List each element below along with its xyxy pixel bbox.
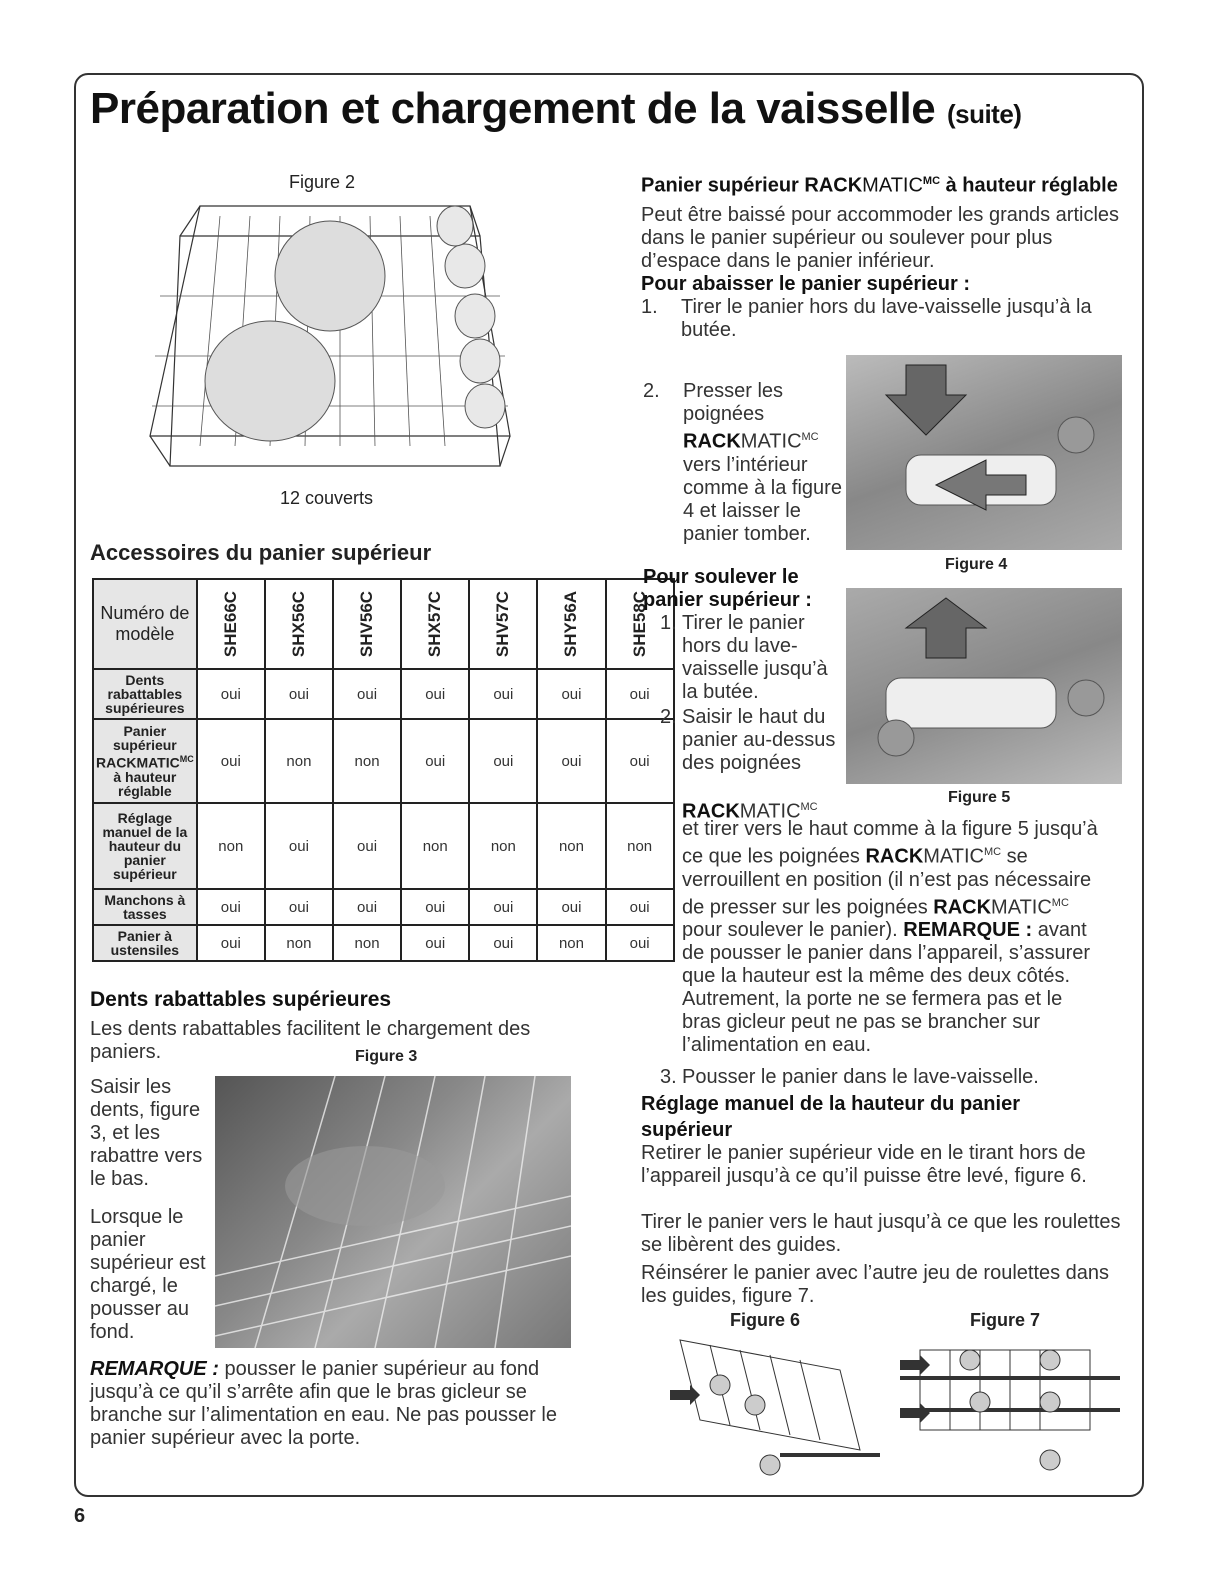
figure-2-label: Figure 2 xyxy=(289,172,356,192)
table-cell: non xyxy=(333,719,401,803)
figure-5-photo xyxy=(846,588,1122,784)
manual-step-3: Réinsérer le panier avec l’autre jeu de roulettes dans les guides, figure 7. xyxy=(641,1262,1110,1307)
table-cell: oui xyxy=(197,889,265,925)
dents-note xyxy=(90,1358,570,1450)
dents-step-1: Saisir les dents, figure 3, et les rabattre vers le bas. xyxy=(90,1076,203,1190)
table-cell: non xyxy=(469,803,537,889)
table-cell: non xyxy=(401,803,469,889)
table-cell: oui xyxy=(333,669,401,719)
table-row xyxy=(93,719,674,803)
manual-step-2: Tirer le panier vers le haut jusqu’à ce que les roulettes se libèrent des guides. xyxy=(641,1211,1121,1256)
manual-heading: Réglage manuel de la hauteur du panier supérieur xyxy=(641,1093,1020,1141)
row-label: Dents rabattables supérieures xyxy=(93,669,197,719)
table-cell: non xyxy=(537,803,605,889)
table-row xyxy=(93,669,674,719)
row-label: Réglage manuel de la hauteur du panier supérieur xyxy=(93,803,197,889)
model-header: SHE58C xyxy=(606,579,674,669)
model-header: SHV57C xyxy=(469,579,537,669)
dents-step-2: Lorsque le panier supérieur est chargé, le pousser au fond. xyxy=(90,1206,206,1343)
table-row xyxy=(93,803,674,889)
lower-step-1: 1. Tirer le panier hors du lave-vaisselle jusqu’à la butée. xyxy=(641,295,1092,341)
rackmatic-heading: Panier supérieur $RACKMATIC^{MC}$ à hauteur réglable xyxy=(641,174,1118,197)
figure-5-label: Figure 5 xyxy=(948,789,1011,806)
lower-step-2: 2. Presser les poignées $RACKMATIC^{MC}$ vers l’intérieur comme à la figure 4 et laisser le panier tomber. xyxy=(643,380,842,545)
page-number: 6 xyxy=(74,1505,86,1527)
model-header: SHX57C xyxy=(401,579,469,669)
accessories-heading: Accessoires du panier supérieur xyxy=(90,540,432,565)
figure-4-label: Figure 4 xyxy=(945,556,1008,573)
table-cell: oui xyxy=(606,719,674,803)
table-cell: oui xyxy=(537,669,605,719)
table-cell: non xyxy=(606,803,674,889)
table-cell: oui xyxy=(469,925,537,961)
table-cell: oui xyxy=(401,889,469,925)
table-cell: oui xyxy=(606,669,674,719)
table-cell: oui xyxy=(197,719,265,803)
figure-6-label: Figure 6 xyxy=(730,1310,801,1330)
note-label: REMARQUE : xyxy=(90,1358,219,1380)
raise-step-2-body: et tirer vers le haut comme à la figure 5 jusqu’à ce que les poignées $RACKMATIC^{MC}$ se verrouillent en position (il n’est pas nécessaire de presser sur les poignées $RACKMATIC^{MC}$ pour soulever le panier). REMARQUE : avant de pousser le panier dans l’appareil, s’assurer que la hauteur est la même des deux côtés. Autrement, la porte ne se fermera pas et le bras gicleur peut ne pas se brancher sur l’alimentation en eau. xyxy=(682,818,1098,1057)
table-cell: oui xyxy=(265,669,333,719)
figure-6-illustration xyxy=(660,1330,880,1480)
table-cell: oui xyxy=(537,889,605,925)
figure-3-photo xyxy=(215,1076,571,1348)
raise-step-2-rackmatic: $RACKMATIC^{MC}$ xyxy=(682,800,818,823)
table-cell: oui xyxy=(401,669,469,719)
table-row xyxy=(93,925,674,961)
table-cell: oui xyxy=(401,925,469,961)
raise-step-3: 3. Pousser le panier dans le lave-vaisselle. xyxy=(660,1066,1039,1088)
lower-heading: Pour abaisser le panier supérieur : xyxy=(641,272,971,295)
model-header: SHY56A xyxy=(537,579,605,669)
table-row xyxy=(93,889,674,925)
raise-step-2-start: 2. Saisir le haut du panier au-dessus des poignées xyxy=(660,706,836,774)
figure-7-illustration xyxy=(900,1330,1120,1480)
accessories-table xyxy=(92,578,675,962)
dents-intro: Les dents rabattables facilitent le chargement des paniers. xyxy=(90,1018,531,1063)
table-header-row xyxy=(93,579,674,669)
table-cell: oui xyxy=(606,889,674,925)
table-cell: oui xyxy=(197,925,265,961)
table-cell: oui xyxy=(265,889,333,925)
row-label: Panier supérieur $RACKMATIC^{MC}$ à hauteur réglable xyxy=(93,719,197,803)
raise-heading: Pour soulever le panier supérieur : xyxy=(643,566,812,611)
row-label: Manchons à tasses xyxy=(93,889,197,925)
model-header: SHV56C xyxy=(333,579,401,669)
right-column xyxy=(641,170,1121,342)
table-cell: non xyxy=(333,925,401,961)
figure-4-photo xyxy=(846,355,1122,550)
model-header: SHX56C xyxy=(265,579,333,669)
table-cell: non xyxy=(537,925,605,961)
raise-step-1: 1. Tirer le panier hors du lave-vaisselle jusqu’à la butée. xyxy=(660,612,828,703)
table-cell: oui xyxy=(469,669,537,719)
table-cell: oui xyxy=(401,719,469,803)
upper-rack-illustration xyxy=(140,196,520,486)
table-cell: oui xyxy=(333,803,401,889)
page-title: Préparation et chargement de la vaisselle (suite) xyxy=(90,84,1022,133)
dents-heading: Dents rabattables supérieures xyxy=(90,988,392,1011)
table-cell: oui xyxy=(265,803,333,889)
row-label: Panier à ustensiles xyxy=(93,925,197,961)
table-cell: non xyxy=(265,925,333,961)
figure-3-label: Figure 3 xyxy=(355,1048,418,1065)
table-cell: non xyxy=(197,803,265,889)
table-cell: oui xyxy=(469,889,537,925)
manual-step-1: Retirer le panier supérieur vide en le tirant hors de l’appareil jusqu’à ce qu’il puisse être levé, figure 6. xyxy=(641,1142,1087,1187)
table-cell: oui xyxy=(333,889,401,925)
table-cell: oui xyxy=(606,925,674,961)
rackmatic-intro: Peut être baissé pour accommoder les grands articles dans le panier supérieur ou soulever pour plus d’espace dans le panier inférieur. xyxy=(641,203,1120,272)
figure-2-caption: 12 couverts xyxy=(280,488,374,508)
figure-7-label: Figure 7 xyxy=(970,1310,1041,1330)
note-text: pousser le panier supérieur au fond jusqu’à ce qu’il s’arrête afin que le bras gicleur se branche sur l’alimentation en eau. Ne pas pousser le panier supérieur avec la porte. xyxy=(90,1358,557,1449)
table-cell: oui xyxy=(537,719,605,803)
table-cell: non xyxy=(265,719,333,803)
table-cell: oui xyxy=(197,669,265,719)
table-cell: oui xyxy=(469,719,537,803)
model-header: SHE66C xyxy=(197,579,265,669)
model-number-header: Numéro de modèle xyxy=(93,579,197,669)
